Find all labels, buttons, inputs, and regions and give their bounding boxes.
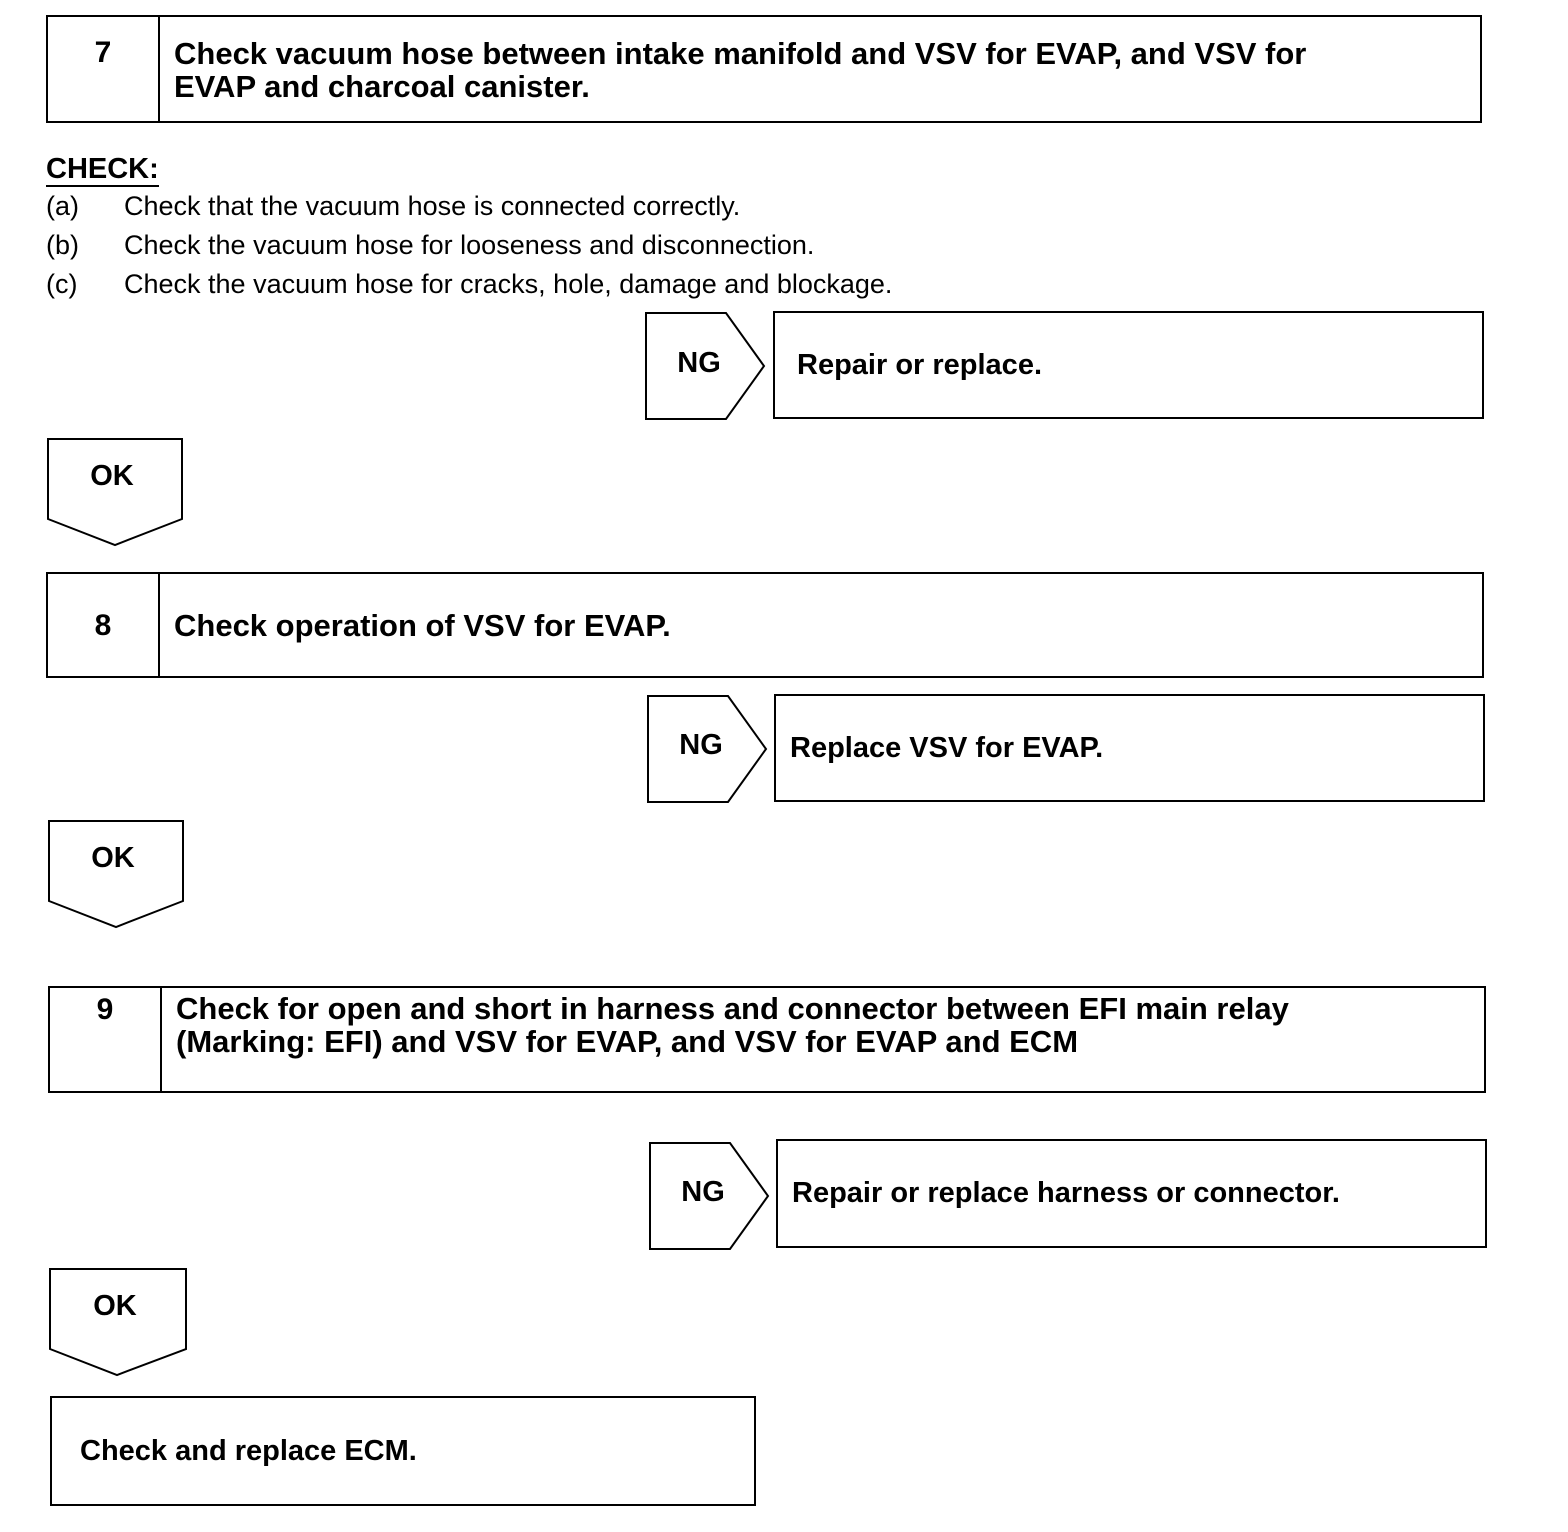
final-action-text: Check and replace ECM.	[80, 1434, 417, 1467]
step-7-number: 7	[48, 17, 160, 121]
check-heading: CHECK:	[46, 153, 159, 185]
check-item-text: Check the vacuum hose for looseness and disconnection.	[124, 230, 815, 260]
check-item-a	[46, 190, 1146, 222]
final-action-box	[50, 1396, 756, 1506]
step-9-number: 9	[50, 988, 162, 1091]
step-7-title-line-2: EVAP and charcoal canister.	[174, 69, 590, 104]
check-item-label: (a)	[46, 191, 79, 221]
step-7-box	[46, 15, 1482, 123]
step-9-title	[176, 992, 1444, 1058]
ok-label-9: OK	[93, 1290, 137, 1322]
ng-action-text-9: Repair or replace harness or connector.	[792, 1177, 1340, 1209]
step-8-title	[174, 609, 1442, 642]
step-8-box	[46, 572, 1484, 678]
check-item-text: Check the vacuum hose for cracks, hole, damage and blockage.	[124, 269, 893, 299]
ng-action-text-7: Repair or replace.	[797, 348, 1042, 381]
check-item-b	[46, 229, 1146, 261]
ng-action-box-7	[773, 311, 1484, 419]
step-7-title-line-1: Check vacuum hose between intake manifold and VSV for EVAP, and VSV for	[174, 36, 1307, 71]
step-8-title-line-1: Check operation of VSV for EVAP.	[174, 608, 671, 643]
ng-action-text-8: Replace VSV for EVAP.	[790, 731, 1104, 764]
ng-label-9: NG	[681, 1176, 725, 1208]
step-9-box	[48, 986, 1486, 1093]
step-9-title-line-1: Check for open and short in harness and connector between EFI main relay	[176, 991, 1289, 1026]
ng-action-box-8	[774, 694, 1485, 802]
check-item-label: (c)	[46, 269, 78, 299]
check-section	[46, 152, 1146, 300]
step-8-number: 8	[48, 574, 160, 676]
step-7-title	[174, 37, 1440, 103]
check-item-c	[46, 268, 1146, 300]
ok-label-7: OK	[90, 460, 134, 492]
check-item-label: (b)	[46, 230, 79, 260]
ng-label-8: NG	[679, 729, 723, 761]
ng-label-7: NG	[677, 347, 721, 379]
ok-label-8: OK	[91, 842, 135, 874]
step-9-title-line-2: (Marking: EFI) and VSV for EVAP, and VSV for EVAP and ECM	[176, 1024, 1079, 1059]
check-item-text: Check that the vacuum hose is connected correctly.	[124, 191, 741, 221]
ng-action-box-9	[776, 1139, 1487, 1248]
